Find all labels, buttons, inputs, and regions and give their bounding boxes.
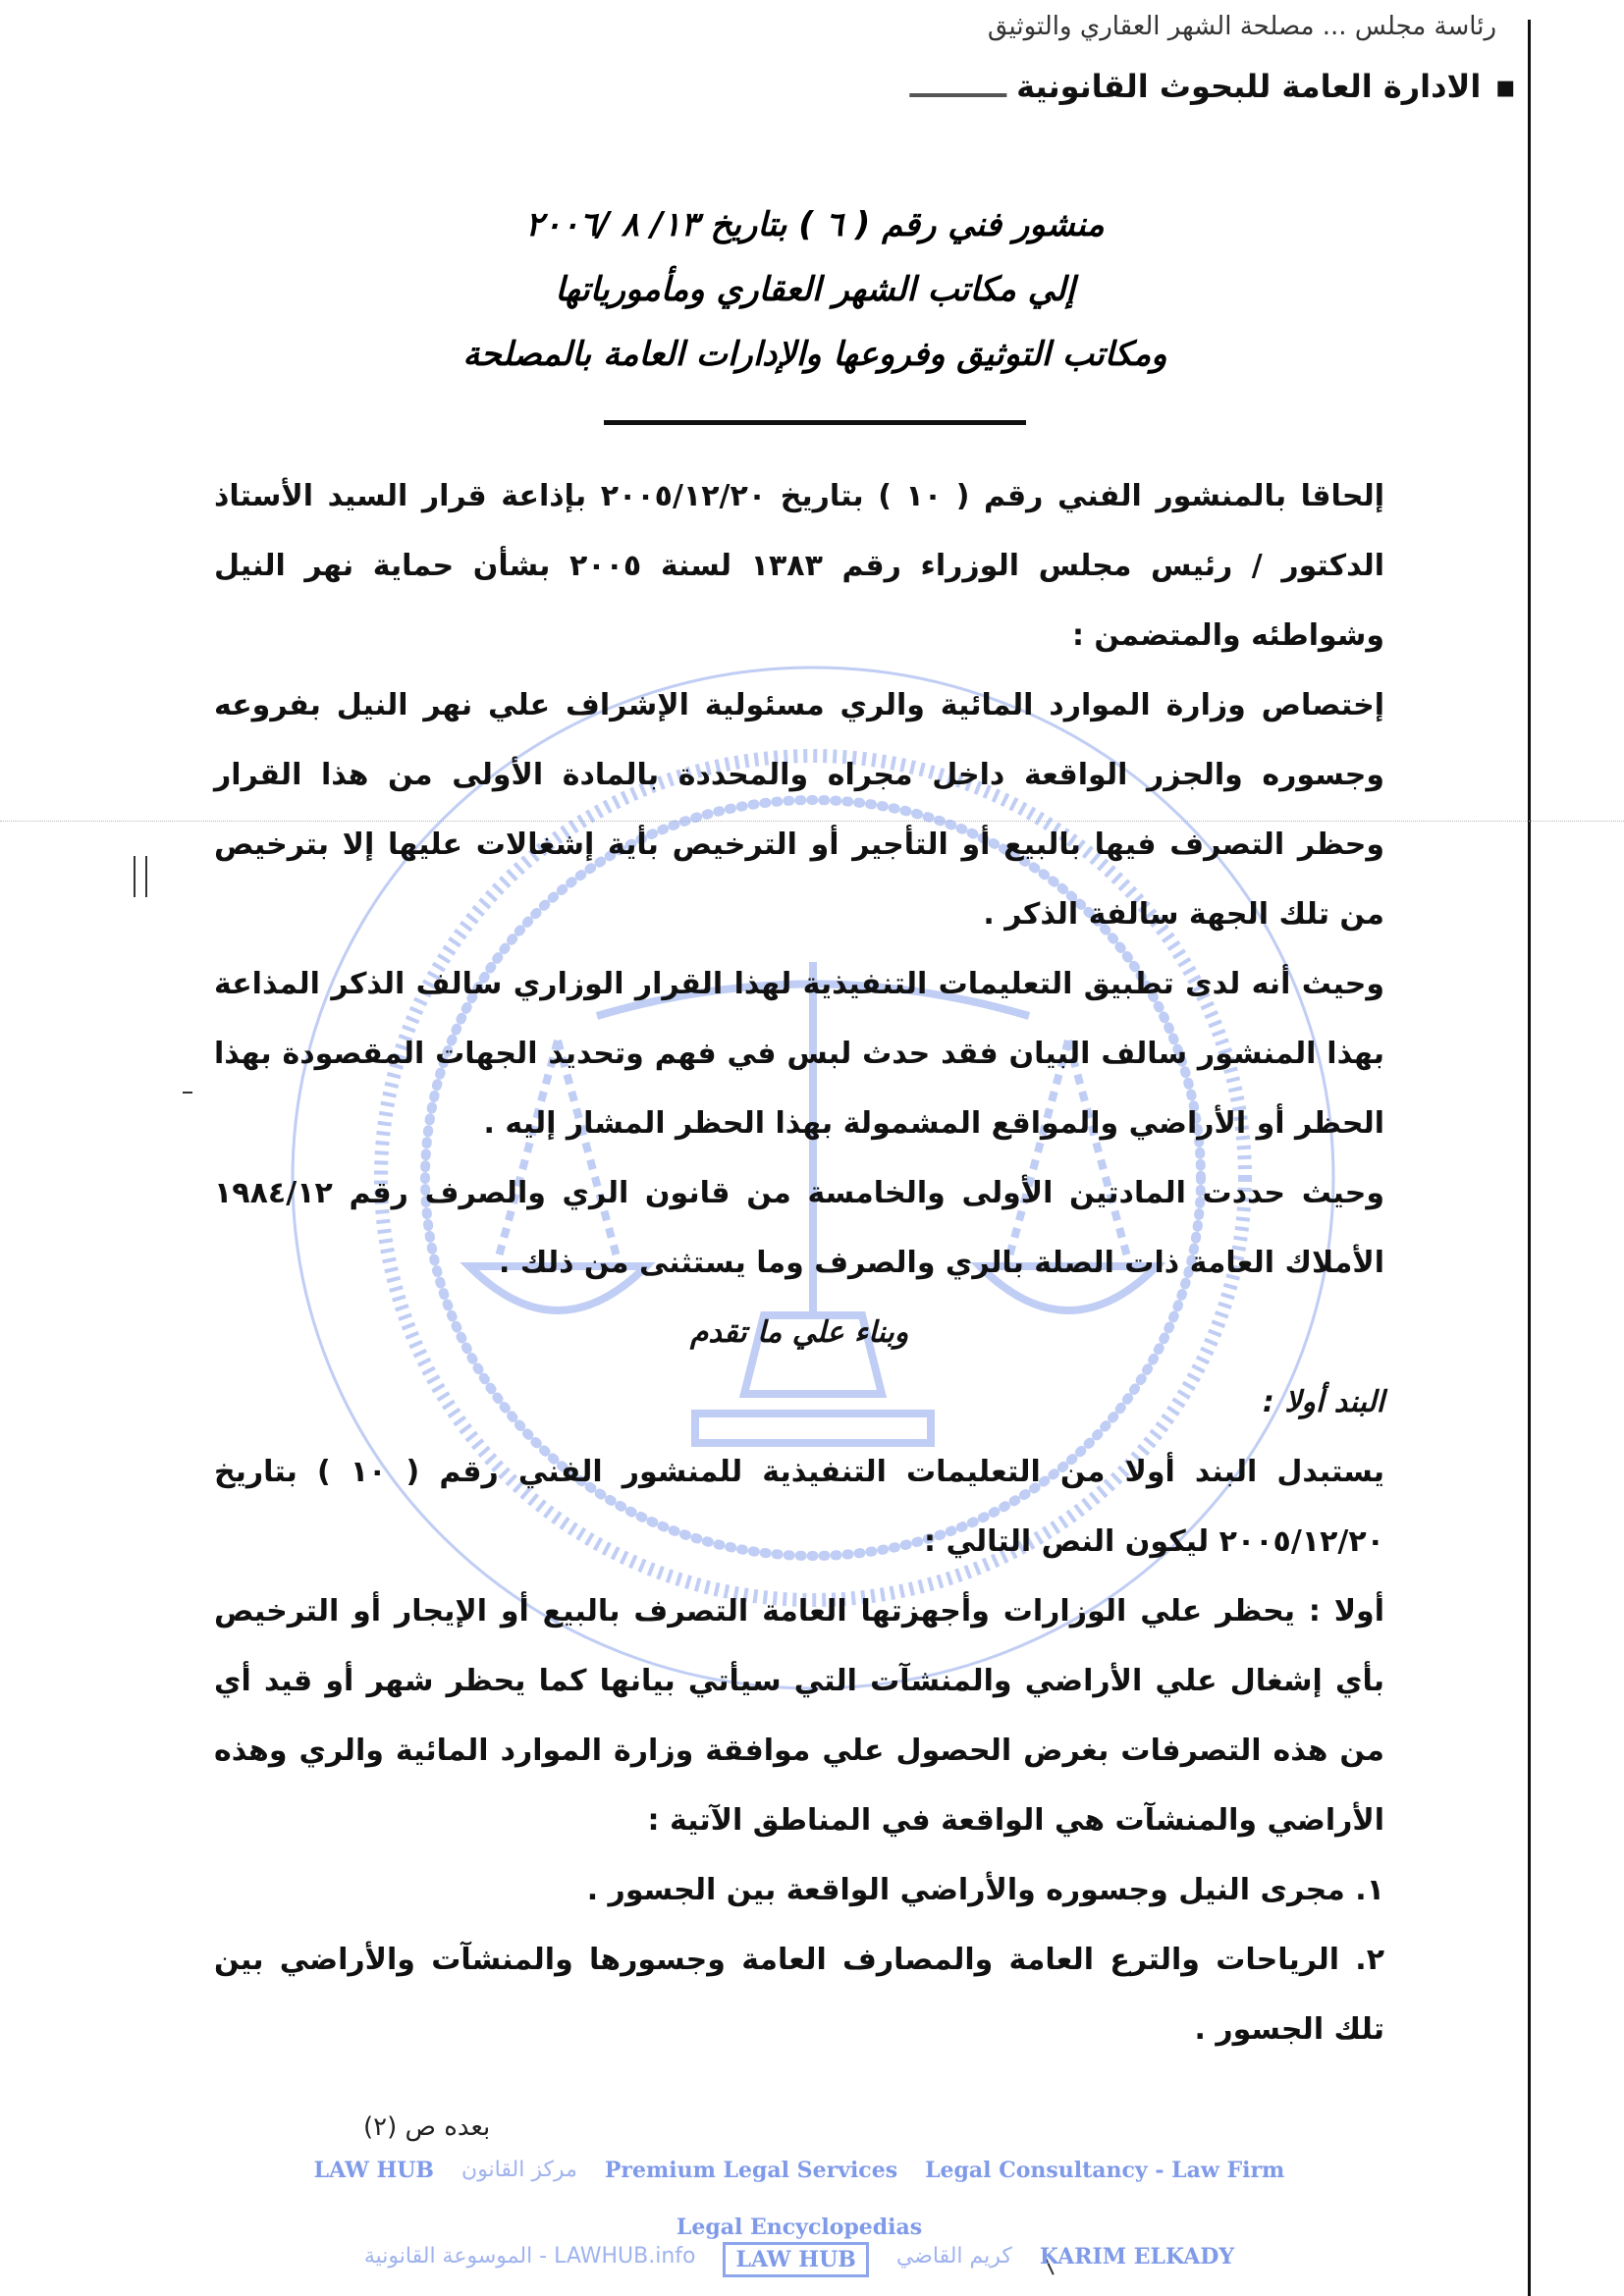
paragraph-reference: إلحاقا بالمنشور الفني رقم ( ١٠ ) بتاريخ ٢٠٠٥/١٢/٢٠ بإذاعة قرار السيد الأستاذ الدكتور / رئيس مجلس الوزراء رقم ١٣٨٣ لسنة ٢٠٠٥ بشأن حماية نهر النيل وشواطئه والمتضمن :	[214, 479, 1384, 653]
bullet-icon: ▪	[1494, 68, 1516, 105]
stamp-ring-left-text: Legal Consultancy - Law Firm	[925, 2158, 1285, 2183]
document-body	[214, 461, 1384, 2064]
watermark-lettering	[214, 2156, 1384, 2277]
paragraph-law-articles: وحيث حددت المادتين الأولى والخامسة من قانون الري والصرف رقم ١٩٨٤/١٢ الأملاك العامة ذات الصلة بالري والصرف وما يستثنى من ذلك .	[214, 1176, 1384, 1280]
page-continuation-note: بعده ص (٢)	[363, 2112, 491, 2142]
heading-clause-one: البند أولا :	[1262, 1385, 1384, 1419]
header-department	[436, 65, 1516, 108]
stamp-ring-top-ar-text: مركز القانون	[461, 2158, 577, 2182]
stamp-badge-text: LAW HUB	[723, 2242, 868, 2277]
paragraph-competence: إختصاص وزارة الموارد المائية والري مسئولية الإشراف علي نهر النيل بفروعه وجسوره والجزر الواقعة داخل مجراه والمحددة بالمادة الأولى من هذا القرار وحظر التصرف فيها بالبيع أو التأجير أو الترخيص بأية إشغالات عليها إلا بترخيص من تلك الجهة سالفة الذكر .	[214, 688, 1384, 932]
title-recipients-1: إلي مكاتب الشهر العقاري ومأمورياتها	[555, 270, 1075, 309]
stamp-name-ar: كريم القاضي	[895, 2244, 1012, 2269]
paragraph-ambiguity: وحيث أنه لدى تطبيق التعليمات التنفيذية لهذا القرار الوزاري سالف الذكر المذاعة بهذا المنشور سالف البيان فقد حدث لبس في فهم وتحديد الجهات المقصودة بهذا الحظر أو الأراضي والمواقع المشمولة بهذا الحظر المشار إليه .	[214, 967, 1384, 1141]
title-recipients-2: ومكاتب التوثيق وفروعها والإدارات العامة بالمصلحة	[462, 335, 1167, 374]
stamp-inner-top-text: Premium Legal Services	[604, 2158, 898, 2183]
title-underline	[604, 420, 1026, 425]
margin-rule	[1528, 20, 1531, 2296]
list-item: ٢. الرياحات والترع العامة والمصارف العامة وجسورها والمنشآت والأراضي بين تلك الجسور .	[214, 1943, 1384, 2047]
circular-title	[295, 192, 1335, 425]
margin-tick	[183, 1092, 192, 1094]
paragraph-prohibition: أولا : يحظر علي الوزارات وأجهزتها العامة التصرف بالبيع أو الإيجار أو الترخيص بأي إشغال علي الأراضي والمنشآت التي سيأتي بيانها كما يحظر شهر أو قيد أي من هذه التصرفات بغرض الحصول علي موافقة وزارة الموارد المائية والري وهذه الأراضي والمنشآت هي الواقعة في المناطق الآتية :	[214, 1594, 1384, 1838]
paragraph-replacement: يستبدل البند أولا من التعليمات التنفيذية للمنشور الفني رقم ( ١٠ ) بتاريخ ٢٠٠٥/١٢/٢٠ ليكون النص التالي :	[214, 1455, 1384, 1559]
stamp-ring-top-text: LAW HUB	[313, 2158, 435, 2183]
department-name: الادارة العامة للبحوث القانونية	[1016, 68, 1482, 105]
stamp-ring-bottom-text: LAWHUB.info - الموسوعة القانونية	[363, 2244, 696, 2269]
title-circular-number: منشور فني رقم ( ٦ ) بتاريخ ١٣/ ٨ /٢٠٠٦	[525, 205, 1105, 244]
stamp-ring-right-text: Legal Encyclopedias	[676, 2215, 923, 2240]
margin-mark	[134, 856, 147, 897]
list-item: ١. مجرى النيل وجسوره والأراضي الواقعة بين الجسور .	[586, 1873, 1384, 1907]
heading-based-on: وبناء علي ما تقدم	[689, 1315, 909, 1350]
header-authority-line: رئاسة مجلس ... مصلحة الشهر العقاري والتوثيق	[987, 12, 1496, 41]
department-dashes: ـــــــــ	[909, 68, 1007, 105]
stamp-name-en: KARIM ELKADY	[1039, 2244, 1235, 2269]
